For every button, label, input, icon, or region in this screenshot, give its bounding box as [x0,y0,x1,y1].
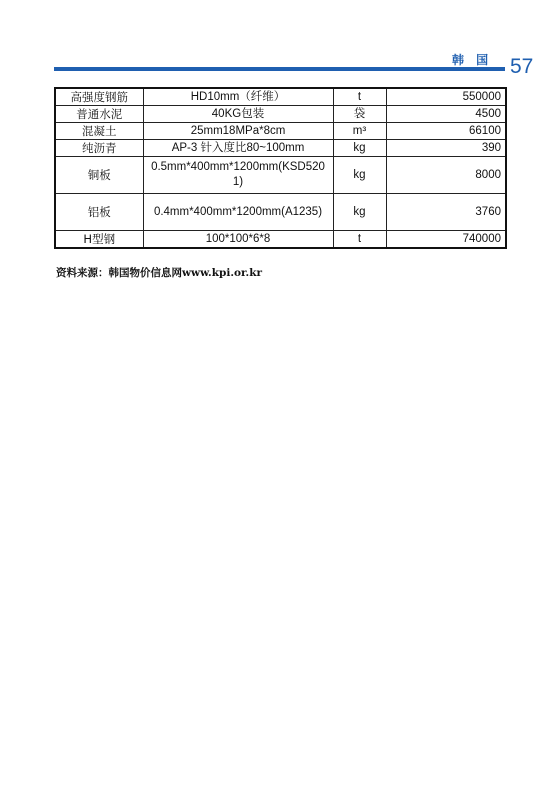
unit-cell: kg [333,194,386,231]
table-row [55,88,506,106]
spec-cell: 25mm18MPa*8cm [143,123,333,140]
price-cell: 550000 [386,88,506,106]
unit-cell: t [333,231,386,249]
material-name-cell: 普通水泥 [55,106,143,123]
table-row [55,157,506,194]
material-name-cell: 混凝土 [55,123,143,140]
unit-cell: t [333,88,386,106]
page-number: 57 [510,55,534,78]
table-row [55,123,506,140]
material-name-cell: 铜板 [55,157,143,194]
spec-cell: 0.4mm*400mm*1200mm(A1235) [143,194,333,231]
header-country-label: 韩 国 [452,53,493,67]
source-note: 资料来源：韩国物价信息网www.kpi.or.kr [56,267,263,279]
material-name-cell: 铝板 [55,194,143,231]
price-cell: 66100 [386,123,506,140]
unit-cell: kg [333,157,386,194]
price-table [54,87,507,249]
material-name-cell: 高强度钢筋 [55,88,143,106]
table-row [55,140,506,157]
material-name-cell: 纯沥青 [55,140,143,157]
spec-cell: HD10mm（纤维） [143,88,333,106]
price-cell: 740000 [386,231,506,249]
spec-cell: 100*100*6*8 [143,231,333,249]
unit-cell: kg [333,140,386,157]
table-row [55,106,506,123]
price-cell: 3760 [386,194,506,231]
header-rule [54,67,505,71]
unit-cell: m³ [333,123,386,140]
spec-cell: 40KG包装 [143,106,333,123]
spec-cell: 0.5mm*400mm*1200mm(KSD5201) [143,157,333,194]
material-name-cell: H型钢 [55,231,143,249]
table-row [55,231,506,249]
price-cell: 4500 [386,106,506,123]
price-cell: 8000 [386,157,506,194]
unit-cell: 袋 [333,106,386,123]
spec-cell: AP-3 针入度比80~100mm [143,140,333,157]
table-row [55,194,506,231]
price-cell: 390 [386,140,506,157]
